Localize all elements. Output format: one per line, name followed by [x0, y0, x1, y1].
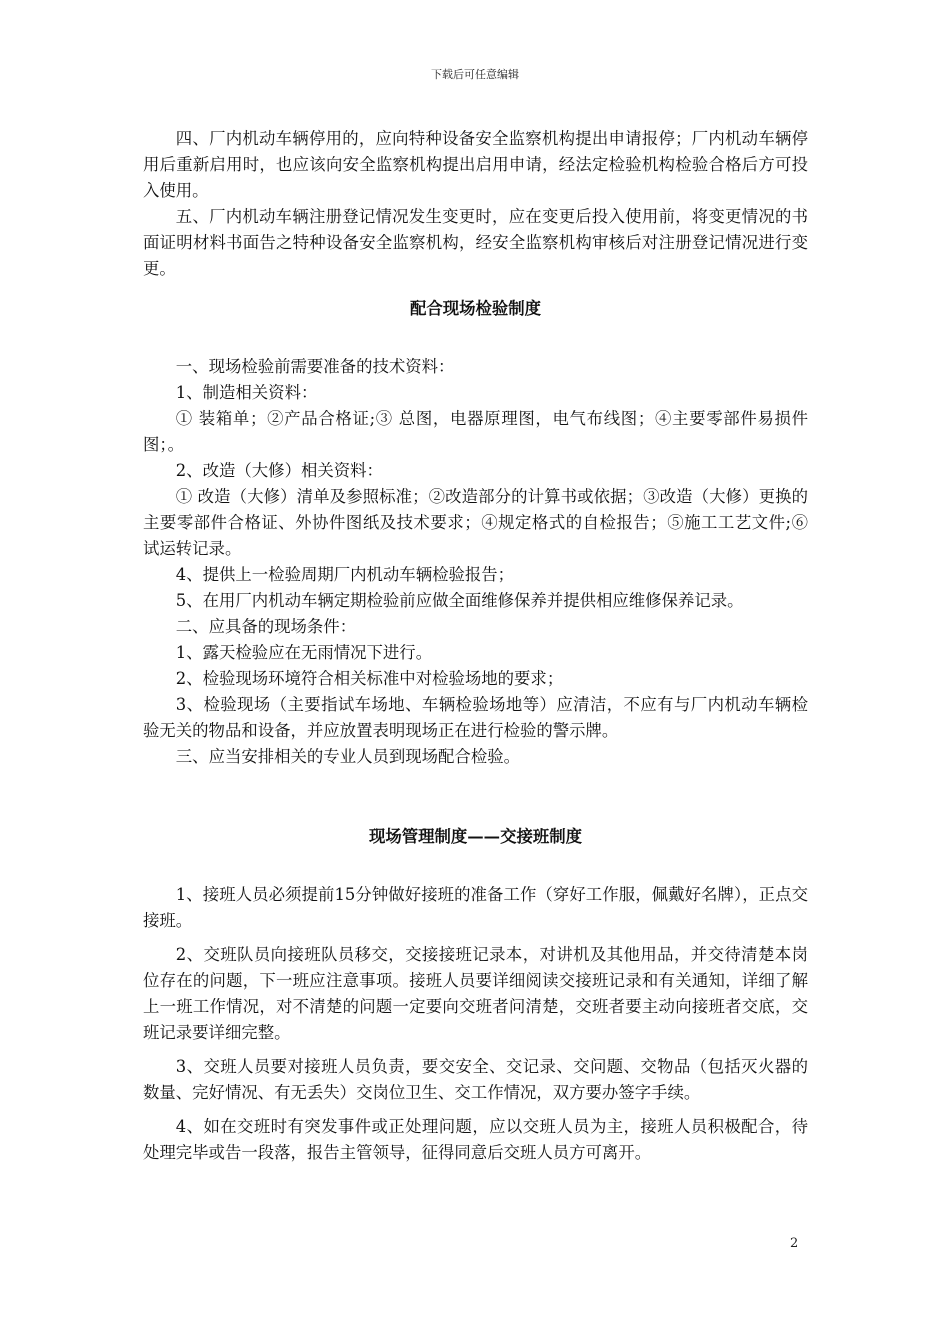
section-shift-handover: [143, 882, 808, 1174]
paragraph: 一、现场检验前需要准备的技术资料：: [175, 357, 455, 376]
section-vehicle-registration: [143, 126, 808, 282]
paragraph: 三、应当安排相关的专业人员到现场配合检验。: [175, 747, 520, 766]
paragraph: 2、改造（大修）相关资料：: [175, 461, 383, 480]
paragraph: 五、厂内机动车辆注册登记情况发生变更时，应在变更后投入使用前，将变更情况的书面证明材料书面告之特种设备安全监察机构，经安全监察机构审核后对注册登记情况进行变更。: [143, 207, 808, 278]
paragraph: 二、应具备的现场条件：: [175, 617, 357, 636]
paragraph: 4、提供上一检验周期厂内机动车辆检验报告；: [175, 565, 515, 584]
paragraph: 3、检验现场（主要指试车场地、车辆检验场地等）应清洁，不应有与厂内机动车辆检验无关的物品和设备，并应放置表明现场正在进行检验的警示牌。: [143, 695, 808, 740]
section-title-shift-handover: 现场管理制度——交接班制度: [368, 827, 583, 846]
paragraph: 1、露天检验应在无雨情况下进行。: [175, 643, 433, 662]
paragraph: ① 改造（大修）清单及参照标准；②改造部分的计算书或依据；③改造（大修）更换的主要零部件合格证、外协件图纸及技术要求；④规定格式的自检报告；⑤施工工艺文件;⑥ 试运转记录。: [143, 487, 808, 558]
paragraph: 5、在用厂内机动车辆定期检验前应做全面维修保养并提供相应维修保养记录。: [175, 591, 744, 610]
section-title-inspection: 配合现场检验制度: [409, 299, 542, 318]
paragraph: 2、交班队员向接班队员移交，交接接班记录本，对讲机及其他用品，并交待清楚本岗位存在的问题，下一班应注意事项。接班人员要详细阅读交接班记录和有关通知，详细了解上一班工作情况，对不清楚的问题一定要向交班者问清楚，交班者要主动向接班者交底，交班记录要详细完整。: [143, 945, 808, 1042]
paragraph: 1、制造相关资料：: [175, 383, 318, 402]
paragraph: ① 装箱单；②产品合格证;③ 总图，电器原理图，电气布线图；④主要零部件易损件图；。: [143, 409, 808, 454]
paragraph: 2、检验现场环境符合相关标准中对检验场地的要求；: [175, 669, 564, 688]
page-header: 下载后可任意编辑: [431, 68, 519, 81]
page-number: 2: [790, 1236, 799, 1251]
paragraph: 1、接班人员必须提前15分钟做好接班的准备工作（穿好工作服，佩戴好名牌），正点交接班。: [143, 885, 808, 930]
paragraph: 3、交班人员要对接班人员负责，要交安全、交记录、交问题、交物品（包括灭火器的数量、完好情况、有无丢失）交岗位卫生、交工作情况，双方要办签字手续。: [143, 1057, 808, 1102]
paragraph: 四、厂内机动车辆停用的，应向特种设备安全监察机构提出申请报停；厂内机动车辆停用后重新启用时，也应该向安全监察机构提出启用申请，经法定检验机构检验合格后方可投入使用。: [143, 129, 808, 200]
section-inspection: [143, 354, 808, 770]
paragraph: 4、如在交班时有突发事件或正处理问题，应以交班人员为主，接班人员积极配合，待处理完毕或告一段落，报告主管领导，征得同意后交班人员方可离开。: [143, 1117, 808, 1162]
